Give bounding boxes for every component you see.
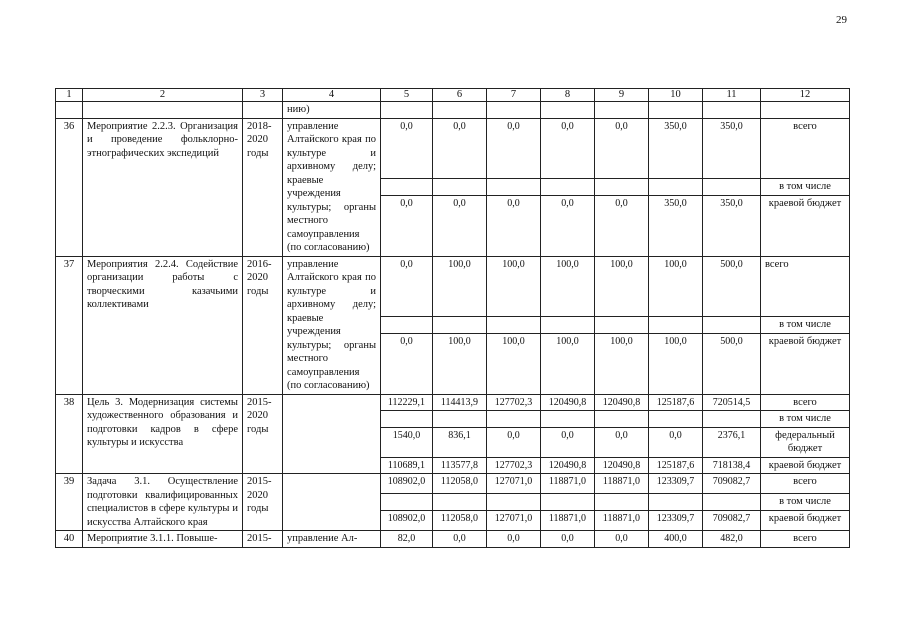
amount-cell bbox=[649, 179, 703, 196]
measure-name-cell: Мероприятие 2.2.3. Организация и проведение фольклорно-этнографических экспедиций bbox=[83, 118, 243, 256]
amount-cell: 100,0 bbox=[649, 333, 703, 394]
amount-cell: 0,0 bbox=[381, 333, 433, 394]
amount-cell: 120490,8 bbox=[595, 394, 649, 411]
measure-name-cell: Мероприятие 3.1.1. Повыше- bbox=[83, 531, 243, 548]
header-cell: 4 bbox=[283, 89, 381, 102]
amount-cell: 500,0 bbox=[703, 256, 761, 317]
amount-cell bbox=[487, 494, 541, 511]
funding-source-cell: всего bbox=[761, 474, 850, 494]
row-number-cell: 36 bbox=[56, 118, 83, 256]
header-cell: 12 bbox=[761, 89, 850, 102]
funding-source-cell: в том числе bbox=[761, 494, 850, 511]
amount-cell bbox=[487, 179, 541, 196]
table-row bbox=[56, 256, 850, 317]
funding-source-cell: в том числе bbox=[761, 179, 850, 196]
amount-cell: 108902,0 bbox=[381, 474, 433, 494]
amount-cell: 0,0 bbox=[595, 118, 649, 179]
amount-cell bbox=[541, 179, 595, 196]
amount-cell bbox=[541, 317, 595, 334]
amount-cell: 125187,6 bbox=[649, 457, 703, 474]
amount-cell: 120490,8 bbox=[541, 457, 595, 474]
amount-cell bbox=[703, 317, 761, 334]
amount-cell bbox=[703, 179, 761, 196]
funding-source-cell: всего bbox=[761, 118, 850, 179]
amount-cell: 120490,8 bbox=[541, 394, 595, 411]
amount-cell bbox=[595, 317, 649, 334]
executor-cell: управление Алтайского края по культуре и архивному делу; краевые учреждения культуры; органы местного самоуправления (по согласованию) bbox=[283, 118, 381, 256]
amount-cell: 720514,5 bbox=[703, 394, 761, 411]
header-cell: 5 bbox=[381, 89, 433, 102]
amount-cell: 709082,7 bbox=[703, 474, 761, 494]
amount-cell: 112058,0 bbox=[433, 510, 487, 530]
table-row bbox=[56, 531, 850, 548]
amount-cell bbox=[649, 317, 703, 334]
amount-cell bbox=[541, 494, 595, 511]
amount-cell: 127071,0 bbox=[487, 474, 541, 494]
header-cell: 2 bbox=[83, 89, 243, 102]
amount-cell: 118871,0 bbox=[595, 474, 649, 494]
amount-cell: 482,0 bbox=[703, 531, 761, 548]
table-row bbox=[56, 474, 850, 494]
header-row bbox=[56, 89, 850, 102]
amount-cell bbox=[381, 494, 433, 511]
table-row bbox=[56, 118, 850, 179]
amount-cell: 0,0 bbox=[487, 531, 541, 548]
amount-cell: 100,0 bbox=[487, 256, 541, 317]
executor-cell: управление Алтайского края по культуре и архивному делу; краевые учреждения культуры; органы местного самоуправления (по согласованию) bbox=[283, 256, 381, 394]
amount-cell: 82,0 bbox=[381, 531, 433, 548]
executor-cell bbox=[283, 474, 381, 531]
amount-cell: 709082,7 bbox=[703, 510, 761, 530]
amount-cell bbox=[381, 411, 433, 428]
amount-cell: 1540,0 bbox=[381, 427, 433, 457]
amount-cell: 118871,0 bbox=[595, 510, 649, 530]
amount-cell: 0,0 bbox=[541, 195, 595, 256]
amount-cell: 127071,0 bbox=[487, 510, 541, 530]
amount-cell: 0,0 bbox=[595, 427, 649, 457]
executor-cell bbox=[283, 394, 381, 474]
amount-cell: 0,0 bbox=[595, 531, 649, 548]
row-number-cell: 37 bbox=[56, 256, 83, 394]
amount-cell: 0,0 bbox=[433, 195, 487, 256]
amount-cell: 100,0 bbox=[649, 256, 703, 317]
funding-source-cell: всего bbox=[761, 394, 850, 411]
table-row bbox=[56, 394, 850, 411]
funding-source-cell: всего bbox=[761, 531, 850, 548]
amount-cell: 350,0 bbox=[703, 118, 761, 179]
amount-cell bbox=[595, 179, 649, 196]
amount-cell: 0,0 bbox=[381, 256, 433, 317]
amount-cell: 110689,1 bbox=[381, 457, 433, 474]
amount-cell bbox=[649, 494, 703, 511]
amount-cell bbox=[433, 494, 487, 511]
amount-cell bbox=[703, 411, 761, 428]
amount-cell: 0,0 bbox=[433, 118, 487, 179]
amount-cell: 100,0 bbox=[433, 333, 487, 394]
amount-cell: 123309,7 bbox=[649, 474, 703, 494]
amount-cell: 100,0 bbox=[487, 333, 541, 394]
amount-cell: 0,0 bbox=[487, 195, 541, 256]
cont-executor-cell: нию) bbox=[283, 102, 381, 119]
amount-cell bbox=[487, 411, 541, 428]
funding-source-cell: в том числе bbox=[761, 317, 850, 334]
amount-cell: 836,1 bbox=[433, 427, 487, 457]
amount-cell: 350,0 bbox=[649, 118, 703, 179]
amount-cell: 718138,4 bbox=[703, 457, 761, 474]
years-cell: 2015- bbox=[243, 531, 283, 548]
amount-cell: 400,0 bbox=[649, 531, 703, 548]
continuation-row bbox=[56, 102, 850, 119]
funding-source-cell: краевой бюджет bbox=[761, 510, 850, 530]
header-cell: 9 bbox=[595, 89, 649, 102]
funding-source-cell: федеральный бюджет bbox=[761, 427, 850, 457]
amount-cell bbox=[487, 317, 541, 334]
amount-cell bbox=[595, 494, 649, 511]
amount-cell: 0,0 bbox=[381, 195, 433, 256]
amount-cell bbox=[541, 411, 595, 428]
amount-cell: 0,0 bbox=[381, 118, 433, 179]
amount-cell: 114413,9 bbox=[433, 394, 487, 411]
amount-cell: 127702,3 bbox=[487, 457, 541, 474]
amount-cell bbox=[649, 411, 703, 428]
page-number: 29 bbox=[836, 14, 847, 26]
amount-cell: 113577,8 bbox=[433, 457, 487, 474]
years-cell: 2016-2020 годы bbox=[243, 256, 283, 394]
amount-cell: 0,0 bbox=[487, 427, 541, 457]
funding-source-cell: краевой бюджет bbox=[761, 195, 850, 256]
years-cell: 2015-2020 годы bbox=[243, 474, 283, 531]
amount-cell: 0,0 bbox=[541, 118, 595, 179]
funding-source-cell: всего bbox=[761, 256, 850, 317]
amount-cell: 100,0 bbox=[433, 256, 487, 317]
years-cell: 2018-2020 годы bbox=[243, 118, 283, 256]
amount-cell: 100,0 bbox=[541, 333, 595, 394]
row-number-cell: 38 bbox=[56, 394, 83, 474]
measure-name-cell: Задача 3.1. Осуществление подготовки квалифицированных специалистов в сфере культуры и искусства Алтайского края bbox=[83, 474, 243, 531]
amount-cell bbox=[381, 317, 433, 334]
amount-cell: 0,0 bbox=[541, 531, 595, 548]
amount-cell: 0,0 bbox=[595, 195, 649, 256]
amount-cell: 0,0 bbox=[487, 118, 541, 179]
amount-cell bbox=[703, 494, 761, 511]
header-cell: 10 bbox=[649, 89, 703, 102]
amount-cell: 108902,0 bbox=[381, 510, 433, 530]
header-cell: 1 bbox=[56, 89, 83, 102]
amount-cell: 127702,3 bbox=[487, 394, 541, 411]
amount-cell bbox=[595, 411, 649, 428]
amount-cell: 500,0 bbox=[703, 333, 761, 394]
header-cell: 7 bbox=[487, 89, 541, 102]
header-cell: 3 bbox=[243, 89, 283, 102]
row-number-cell: 40 bbox=[56, 531, 83, 548]
header-cell: 11 bbox=[703, 89, 761, 102]
amount-cell: 100,0 bbox=[595, 333, 649, 394]
funding-source-cell: краевой бюджет bbox=[761, 457, 850, 474]
years-cell: 2015-2020 годы bbox=[243, 394, 283, 474]
amount-cell: 0,0 bbox=[649, 427, 703, 457]
amount-cell: 0,0 bbox=[433, 531, 487, 548]
amount-cell: 350,0 bbox=[703, 195, 761, 256]
amount-cell: 120490,8 bbox=[595, 457, 649, 474]
funding-source-cell: в том числе bbox=[761, 411, 850, 428]
header-cell: 8 bbox=[541, 89, 595, 102]
amount-cell: 118871,0 bbox=[541, 474, 595, 494]
amount-cell: 123309,7 bbox=[649, 510, 703, 530]
amount-cell: 100,0 bbox=[595, 256, 649, 317]
amount-cell: 2376,1 bbox=[703, 427, 761, 457]
header-cell: 6 bbox=[433, 89, 487, 102]
amount-cell bbox=[433, 317, 487, 334]
amount-cell: 112058,0 bbox=[433, 474, 487, 494]
amount-cell: 100,0 bbox=[541, 256, 595, 317]
amount-cell bbox=[433, 411, 487, 428]
amount-cell: 118871,0 bbox=[541, 510, 595, 530]
amount-cell: 112229,1 bbox=[381, 394, 433, 411]
amount-cell: 125187,6 bbox=[649, 394, 703, 411]
measure-name-cell: Цель 3. Модернизация системы художественного образования и подготовки кадров в сфере культуры и искусства bbox=[83, 394, 243, 474]
amount-cell bbox=[381, 179, 433, 196]
amount-cell bbox=[433, 179, 487, 196]
executor-cell: управление Ал- bbox=[283, 531, 381, 548]
measure-name-cell: Мероприятия 2.2.4. Содействие организации работы с творческими казачьими коллективами bbox=[83, 256, 243, 394]
row-number-cell: 39 bbox=[56, 474, 83, 531]
budget-table bbox=[55, 88, 850, 548]
amount-cell: 0,0 bbox=[541, 427, 595, 457]
amount-cell: 350,0 bbox=[649, 195, 703, 256]
funding-source-cell: краевой бюджет bbox=[761, 333, 850, 394]
